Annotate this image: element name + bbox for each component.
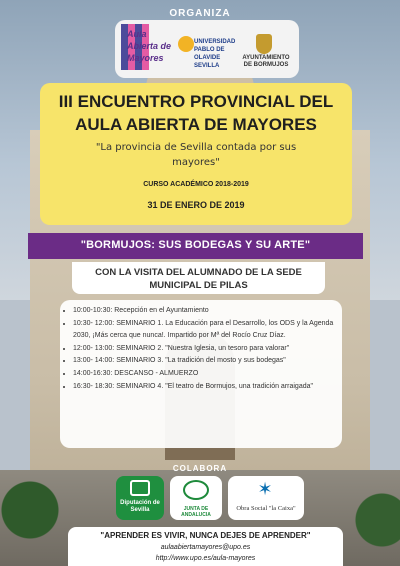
upo-logo-text: UNIVERSIDAD PABLO DE OLAVIDE SEVILLA — [194, 39, 236, 69]
slogan: "APRENDER ES VIVIR, NUNCA DEJES DE APRENDER" — [100, 531, 311, 540]
junta-logo — [170, 476, 222, 520]
bormujos-logo — [238, 34, 294, 68]
tree-left — [0, 470, 60, 566]
tree-right — [352, 480, 400, 566]
upo-logo — [178, 36, 236, 69]
program-item: • 16:30- 18:30: SEMINARIO 4. "El teatro de Bormujos, una tradición arraigada" — [73, 381, 349, 394]
email-link[interactable]: aulaabiertamayores@upo.es — [160, 544, 251, 551]
sun-icon — [178, 36, 194, 52]
program-item: • 14:00-16:30: DESCANSO - ALMUERZO — [73, 368, 349, 381]
star-icon: ✶ — [257, 479, 273, 499]
caixa-text: Obra Social "la Caixa" — [236, 505, 296, 512]
bormujos-logo-text: AYUNTAMIENTO DE BORMUJOS — [242, 55, 290, 68]
diputacion-logo — [116, 476, 164, 520]
program-item: • 10:00-10:30: Recepción en el Ayuntamiento — [73, 305, 349, 318]
course-label: CURSO ACADÉMICO 2018-2019 — [143, 181, 249, 188]
program-item: • 13:00- 14:00: SEMINARIO 3. "La tradición del mosto y sus bodegas" — [73, 355, 349, 368]
junta-text: JUNTA DE ANDALUCIA — [181, 506, 211, 518]
web-link[interactable]: http://www.upo.es/aula-mayores — [155, 555, 256, 562]
aula-logo-text: Aula Abierta de Mayores — [127, 29, 172, 63]
organiza-label: ORGANIZA — [169, 8, 231, 19]
shield-icon — [256, 34, 272, 54]
caixa-logo — [228, 476, 304, 520]
theme-text: "BORMUJOS: SUS BODEGAS Y SU ARTE" — [80, 239, 311, 251]
junta-mark-icon — [183, 480, 209, 500]
aula-abierta-logo — [121, 24, 171, 72]
colabora-label: COLABORA — [172, 464, 228, 473]
program-item: • 10:30- 12:00: SEMINARIO 1. La Educación para el Desarrollo, los ODS y la Agenda 2030, ¡Más cerca que nunca!. Impartido por Mª del Rocío Cruz Díaz. — [73, 318, 349, 343]
event-date: 31 DE ENERO DE 2019 — [147, 200, 245, 210]
event-title: III ENCUENTRO PROVINCIAL DEL AULA ABIERTA DE MAYORES — [58, 92, 334, 134]
diputacion-mark-icon — [130, 480, 150, 496]
program-item: • 12:00- 13:00: SEMINARIO 2. "Nuestra Iglesia, un tesoro para valorar" — [73, 343, 349, 356]
visit-text: CON LA VISITA DEL ALUMNADO DE LA SEDE MUNICIPAL DE PILAS — [95, 267, 302, 291]
program-list — [60, 305, 349, 393]
diputacion-text: Diputación de Sevilla — [120, 500, 160, 513]
event-subtitle: "La provincia de Sevilla contada por sus mayores" — [95, 142, 297, 168]
